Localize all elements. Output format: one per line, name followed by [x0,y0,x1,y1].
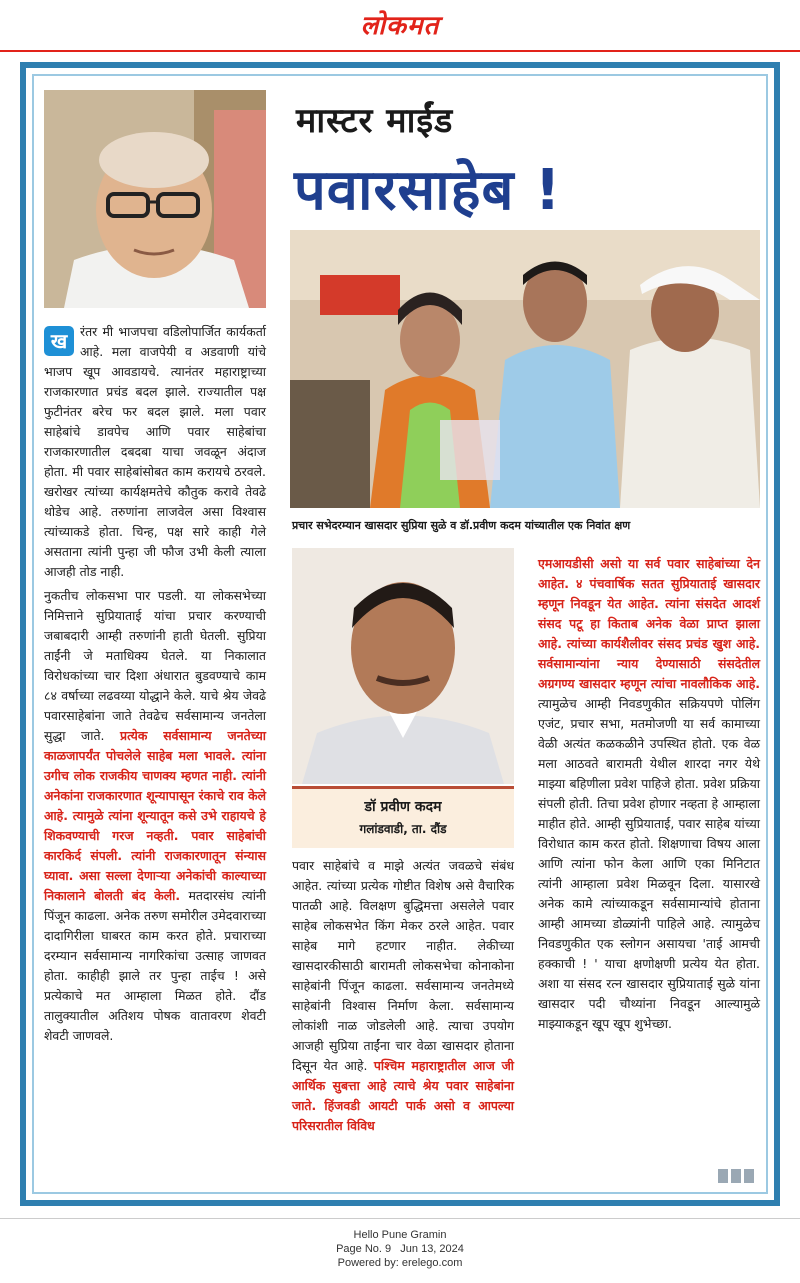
paragraph [292,856,514,1136]
footer-powered-by[interactable]: Powered by: erelego.com [337,1257,463,1269]
masthead [0,0,800,52]
author-photo [292,548,514,784]
author-name-box [292,786,514,848]
author-name: डॉ प्रवीण कदम [364,799,442,815]
article-column-1 [44,322,266,1050]
highlight-text: एमआयडीसी असो या सर्व पवार साहेबांच्या देन आहेत. ४ पंचवार्षिक सतत सुप्रियाताई खासदार म्हणून निवडून येत आहेत. त्यांना संसदेत आदर्श संसद पटू हा किताब अनेक वेळा प्राप्त झाला आहे. त्यांच्या कार्यशैलीवर संसद प्रचंड खुश आहे. सर्वसामान्यांना न्याय देण्यासाठी संसदेतील अग्रगण्य खासदार म्हणून त्यांचा नावलौकिक आहे. [538,556,760,691]
headline-pawarsaheb: पवारसाहेब ! [294,158,562,223]
dropcap: ख [44,326,74,356]
paragraph-text: रंतर मी भाजपचा वडिलोपार्जित कार्यकर्ता आहे. मला वाजपेयी व अडवाणी यांचे भाजप खूप आवडायचे. त्यानंतर महाराष्ट्राच्या राजकारणात प्रचंड बदल झाले. राज्यातील पक्ष फुटीनंतर बरेच फर बदल झाले. मला पवार साहेबांचे डावपेच आणि पवार साहेबांचा राजकारणातील दबदबा याचा जवळून अंदाज होता. मी पवार साहेबांसोबत काम करायचे ठरवले. खरोखर त्यांच्या कार्यक्षमतेचे कौतुक करावे तेवढे थोडेच आहे. तरुणांना लाजवेल असा विश्वास त्यांच्याकडे होता. चिन्ह, पक्ष सारे काही गेले असताना त्यांनी पुन्हा जी फौज उभी केली त्याला आजही तोड नाही. [44,324,266,579]
photo-caption: प्रचार सभेदरम्यान खासदार सुप्रिया सुळे व डॉ.प्रवीण कदम यांच्यातील एक निवांत क्षण [292,519,631,532]
highlight-text: पश्चिम महाराष्ट्रातील आज जी आर्थिक सुबत्ता आहे त्याचे श्रेय पवार साहेबांना जाते. हिंजवडी आयटी पार्क असो व आपल्या परिसरातील विविध [292,1058,514,1133]
author-place: गलांडवाडी, ता. दौंड [359,822,447,836]
footer-page-date: Page No. 9 Jun 13, 2024 [336,1243,464,1255]
paragraph [538,554,760,1034]
headline-master-mind: मास्टर माईंड [296,101,454,141]
footer-publication: Hello Pune Gramin [353,1229,447,1241]
footer-rule [0,1218,800,1219]
masthead-rule [0,50,800,52]
campaign-photo [290,230,760,508]
paragraph [44,322,266,582]
paragraph-text: पवार साहेबांचे व माझे अत्यंत जवळचे संबंध आहेत. त्यांच्या प्रत्येक गोष्टीत विशेष असे वैचारिक पातळी आहे. विलक्षण बुद्धिमत्ता असलेले पवार साहेब लोकसभेत किंग मेकर ठरले आहेत. पवार साहेब मागे हटणार नाहीत. लेकीच्या खासदारकीसाठी बारामती लोकसभेचा कोनाकोना साहेबांनी पिंजून काढला. सर्वसामान्य जनतेमध्ये साहेबांनी विश्वास निर्माण केला. सर्वसामान्य लोकांशी नाळ जोडलेली आहे. त्याचा उपयोग आजही सुप्रिया ताईंना चार वेळा खासदार होताना दिसून येत आहे. [292,858,514,1073]
paragraph-text: त्यामुळेच आम्ही निवडणुकीत सक्रियपणे पोलिंग एजंट, प्रचार सभा, मतमोजणी या सर्व कामाच्या वेळी अत्यंत कळकळीने उपस्थित होतो. एक वेळ मला आठवते बारामती येथील शारदा नगर येथे माझ्या बहिणीला प्रवेश पाहिजे होता. प्रवेश प्रक्रिया संपली होती. तिचा प्रवेश होणार नव्हता हे आम्हाला माहीत होते. आम्ही सुप्रियाताई, पवार साहेब यांच्या विरोधात काम करत होतो. शिक्षणाचा विषय आला आणि त्यांना फोन केला आणि एका मिनिटात त्यांनी आम्हाला प्रवेश मिळवून दिला. यासारखे अनेक कामे त्यांच्याकडून सर्वसामान्यांचे होताना आम्ही आमच्या डोळ्यांनी पाहिले आहे. त्यामुळेच निवडणुकीत एक स्लोगन असायचा 'ताई आमची हक्काची ! ' याचा क्षणोक्षणी प्रत्येय येत होता. अशा या संसद रत्न खासदार सुप्रियाताई सुळे यांना खासदार पदी चौथ्यांना निवडून आल्यामुळे माझ्याकडून खूप खूप शुभेच्छा. [538,696,760,1031]
lokmat-logo: लोकमत [360,11,440,41]
paragraph [44,586,266,1046]
footer [0,1228,800,1270]
paragraph-text: मतदारसंघ त्यांनी पिंजून काढला. अनेक तरुण समोरील उमेदवाराच्या दादागिरीला घाबरत काम करत होते. प्रचाराच्या दरम्यान सर्वसामान्य नागरिकांचा उत्साह जाणवत होता. काहीही झाले तर पुन्हा ताईच ! असे प्रत्येकाचे मत आम्हाला मिळत होते. दौंड तालुक्यातील अतिशय पोषक वातावरण शेवटी शेवटी जाणवले. [44,888,266,1043]
page-marker-icon [716,1166,760,1186]
highlight-text: प्रत्येक सर्वसामान्य जनतेच्या काळजापर्यंत पोचलेले साहेब मला भावले. त्यांना उगीच लोक राजकीय चाणक्य म्हणत नाही. त्यांनी अनेकांना राजकारणात शून्यापासून रंकाचे राव केले आहे. त्यामुळे त्यांना शून्यातून कसे उभे राहायचे हे शिकवण्याची गरज नव्हती. पवार साहेबांची कारकिर्द संपली. त्यांनी राजकारणातून संन्यास घ्यावा. असा सल्ला देणाऱ्या अनेकांची काल्याच्या निकालाने बोलती बंद केली. [44,728,266,903]
article-column-2 [292,856,514,1140]
article-column-3 [538,554,760,1038]
portrait-photo-pawar [44,90,266,308]
paragraph-text: नुकतीच लोकसभा पार पडली. या लोकसभेच्या निमित्ताने सुप्रियाताई यांचा प्रचार करण्याची जबाबदारी आम्ही तरुणांनी हाती घेतली. सुप्रिया ताईंनी जे मताधिक्य घेतले. या निकालात विरोधकांच्या चार दिशा अंधारात बुडवण्याचे काम ८४ वर्षाच्या लढवय्या योद्धाने केले. याचे श्रेय जेवढे पवारसाहेबांना जाते तेवढेच सर्वसामान्य जनतेला सुद्धा जाते. [44,588,266,743]
